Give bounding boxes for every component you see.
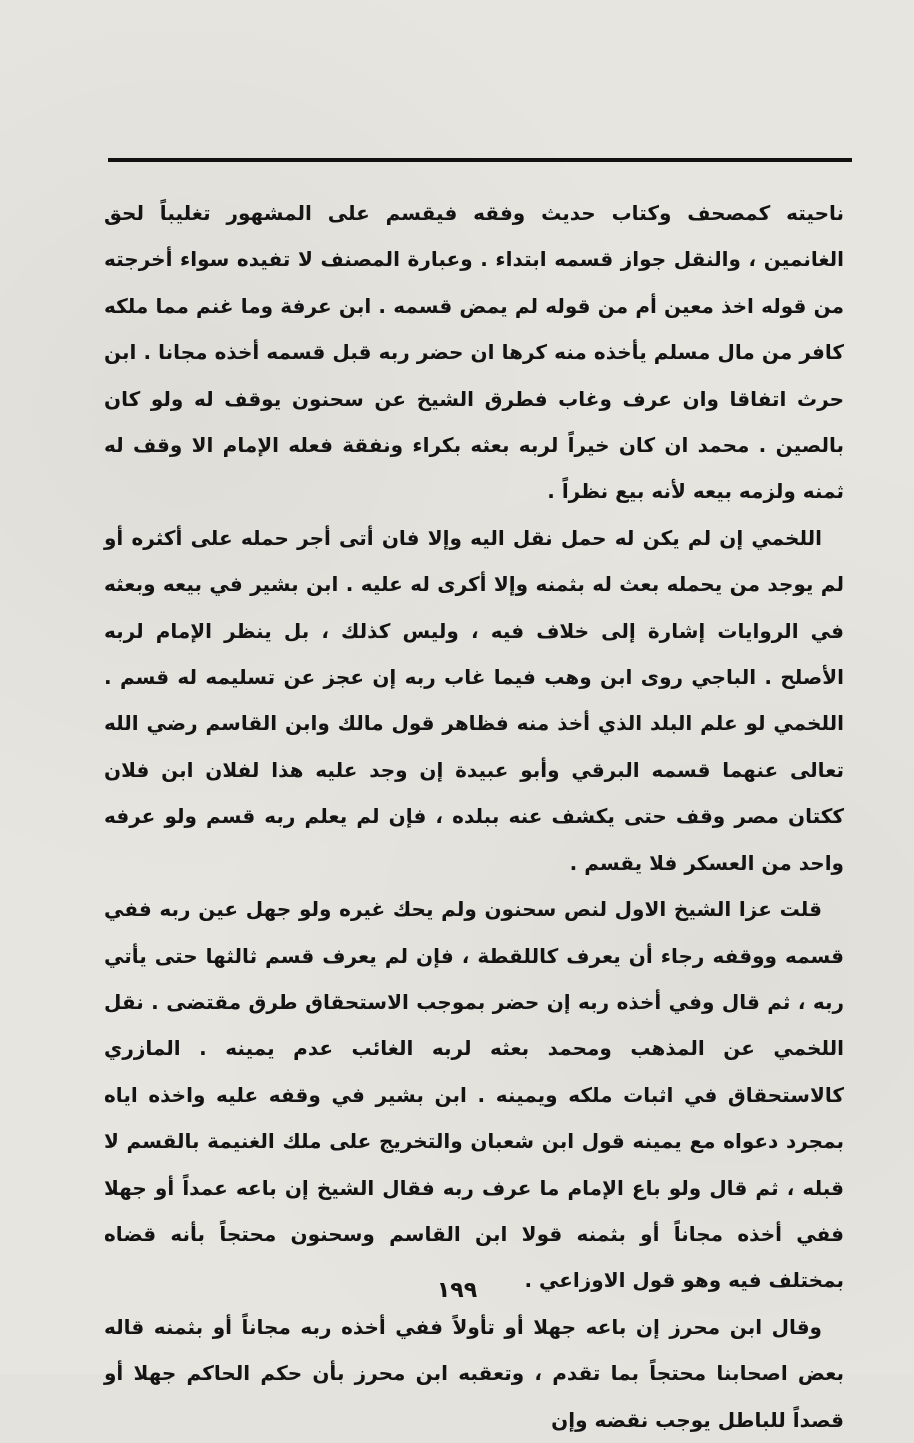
body-text	[104, 190, 844, 1443]
paragraph-4: وقال ابن محرز إن باعه جهلا أو تأولاً ففي أخذه ربه مجاناً أو بثمنه قاله بعض اصحابنا محتجاً بما تقدم ، وتعقبه ابن محرز بأن حكم الحاكم جهلا أو قصداً للباطل يوجب نقضه وإن	[104, 1314, 844, 1432]
paragraph-3: قلت عزا الشيخ الاول لنص سحنون ولم يحك غيره ولو جهل عين ربه ففي قسمه ووقفه رجاء أن يعرف كاللقطة ، فإن لم يعرف قسم ثالثها حتى يأتي ربه ، ثم قال وفي أخذه ربه إن حضر بموجب الاستحقاق طرق مقتضى . نقل اللخمي عن المذهب ومحمد بعثه لربه الغائب عدم يمينه . المازري كالاستحقاق في اثبات ملكه ويمينه . ابن بشير في وقفه عليه واخذه اياه بمجرد دعواه مع يمينه قول ابن شعبان والتخريج على ملك الغنيمة بالقسم لا قبله ، ثم قال ولو باع الإمام ما عرف ربه فقال الشيخ إن باعه عمداً أو جهلا ففي أخذه مجاناً أو بثمنه قولا ابن القاسم وسحنون محتجاً بأنه قضاه بمختلف فيه وهو قول الاوزاعي .	[104, 897, 844, 1293]
paragraph-1: ناحيته كمصحف وكتاب حديث وفقه فيقسم على المشهور تغليباً لحق الغانمين ، والنقل جواز قسمه ابتداء . وعبارة المصنف لا تفيده سواء أخرجته من قوله اخذ معين أم من قوله لم يمض قسمه . ابن عرفة وما غنم مما ملكه كافر من مال مسلم يأخذه منه كرها ان حضر ربه قبل قسمه أخذه مجانا . ابن حرث اتفاقا وان عرف وغاب فطرق الشيخ عن سحنون يوقف له ولو كان بالصين . محمد ان كان خيراً لربه بعثه بكراء ونفقة فعله الإمام الا وقف له ثمنه ولزمه بيعه لأنه بيع نظراً .	[104, 201, 844, 504]
page-number: ١٩٩	[436, 1278, 478, 1303]
header-rule	[108, 158, 852, 162]
paragraph-2: اللخمي إن لم يكن له حمل نقل اليه وإلا فان أتى أجر حمله على أكثره أو لم يوجد من يحمله بعث له بثمنه وإلا أكرى له عليه . ابن بشير في بيعه وبعثه في الروايات إشارة إلى خلاف فيه ، وليس كذلك ، بل ينظر الإمام لربه الأصلح . الباجي روى ابن وهب فيما غاب ربه إن عجز عن تسليمه له قسم . اللخمي لو علم البلد الذي أخذ منه فظاهر قول مالك وابن القاسم رضي الله تعالى عنهما قسمه البرقي وأبو عبيدة إن وجد عليه هذا لفلان ابن فلان ككتان مصر وقف حتى يكشف عنه ببلده ، فإن لم يعلم ربه قسم ولو عرفه واحد من العسكر فلا يقسم .	[104, 525, 844, 875]
